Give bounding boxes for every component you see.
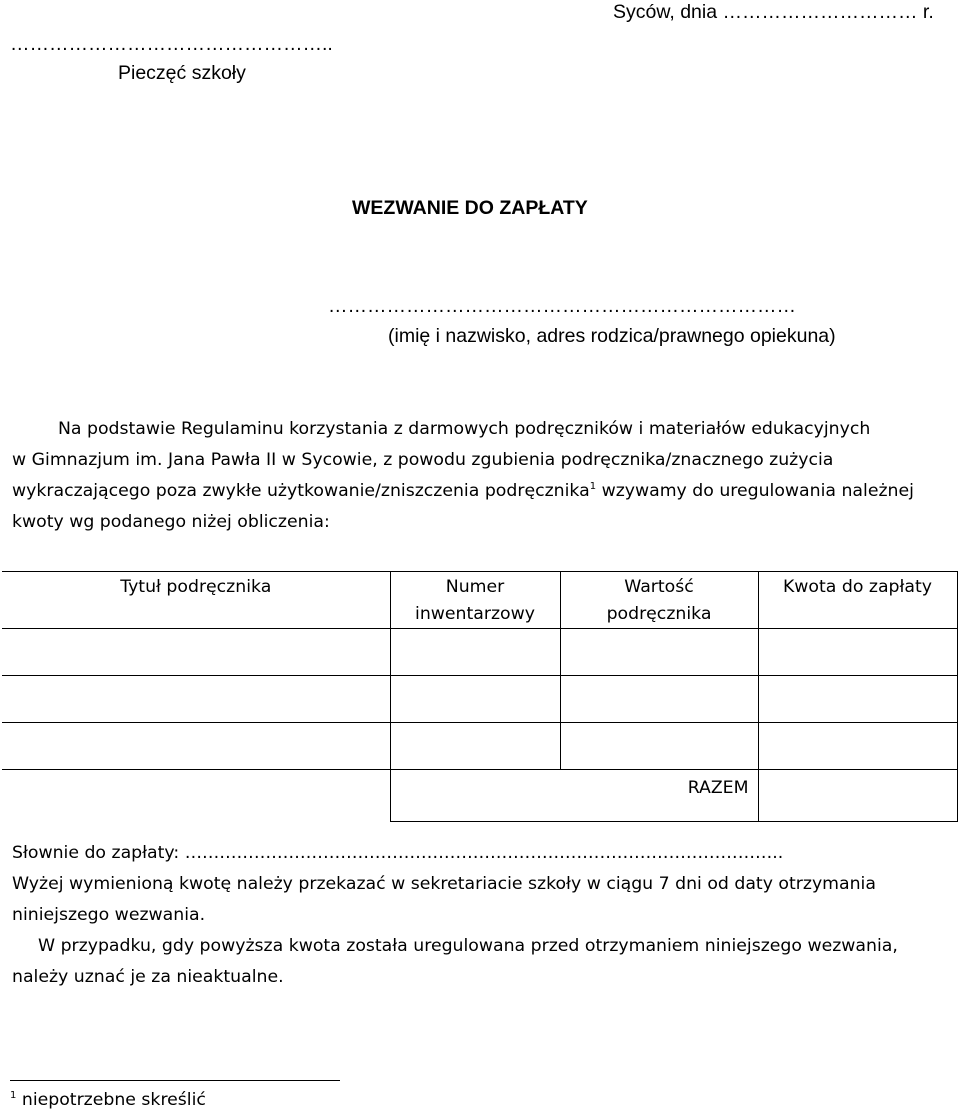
school-stamp-dots: …………………………………………..	[10, 33, 333, 55]
total-amount-cell[interactable]	[758, 770, 957, 822]
footnote-mark: 1	[10, 1090, 17, 1102]
cell-inventory[interactable]	[390, 723, 560, 770]
cell-amount[interactable]	[758, 629, 957, 676]
footnote-reference: 1	[589, 481, 597, 493]
footnote-text: niepotrzebne skreślić	[16, 1090, 206, 1110]
cell-inventory[interactable]	[390, 629, 560, 676]
cell-value[interactable]	[560, 676, 758, 723]
payment-instruction-line-1: Wyżej wymienioną kwotę należy przekazać w sekretariacie szkoły w ciągu 7 dni od daty otrzymania	[12, 874, 876, 894]
document-title: WEZWANIE DO ZAPŁATY	[352, 197, 588, 219]
table-row	[2, 723, 957, 770]
intro-line-2: w Gimnazjum im. Jana Pawła II w Sycowie, z powodu zgubienia podręcznika/znacznego zużycia	[12, 450, 834, 470]
header-inventory-line-2: inwentarzowy	[415, 604, 535, 624]
total-label: RAZEM	[390, 770, 758, 822]
calculation-table	[2, 571, 958, 822]
table-header-row	[2, 572, 957, 629]
addressee-dots: ………………………………………………………………	[328, 295, 796, 317]
header-inventory-number	[390, 572, 560, 629]
amount-in-words: Słownie do zapłaty: …………………………………………………………………………………………..	[12, 843, 784, 863]
cell-title[interactable]	[2, 676, 390, 723]
intro-paragraph	[12, 414, 952, 538]
header-inventory-line-1: Numer	[445, 577, 505, 597]
header-book-value	[560, 572, 758, 629]
prior-payment-note-line-2: należy uznać je za nieaktualne.	[12, 967, 284, 987]
table-row	[2, 629, 957, 676]
cell-title[interactable]	[2, 723, 390, 770]
intro-line-3-start: wykraczającego poza zwykłe użytkowanie/zniszczenia podręcznika	[12, 481, 590, 501]
header-value-line-1: Wartość	[624, 577, 694, 597]
cell-inventory[interactable]	[390, 676, 560, 723]
table-total-row	[2, 770, 957, 822]
cell-value[interactable]	[560, 723, 758, 770]
prior-payment-note-line-1: W przypadku, gdy powyższa kwota została uregulowana przed otrzymaniem niniejszego wezwania,	[38, 936, 898, 956]
school-stamp-label: Pieczęć szkoły	[118, 62, 246, 84]
addressee-label: (imię i nazwisko, adres rodzica/prawnego opiekuna)	[388, 325, 836, 347]
footnote	[10, 1090, 206, 1110]
footnote-separator	[10, 1080, 340, 1081]
intro-line-4: kwoty wg podanego niżej obliczenia:	[12, 512, 330, 532]
table-row	[2, 676, 957, 723]
date-line: Syców, dnia ………………………… r.	[613, 1, 934, 23]
total-row-blank	[2, 770, 390, 822]
payment-instruction-line-2: niniejszego wezwania.	[12, 905, 206, 925]
cell-amount[interactable]	[758, 676, 957, 723]
header-title: Tytuł podręcznika	[2, 572, 390, 629]
cell-title[interactable]	[2, 629, 390, 676]
intro-line-3	[12, 476, 952, 507]
cell-value[interactable]	[560, 629, 758, 676]
header-amount-due: Kwota do zapłaty	[758, 572, 957, 629]
intro-line-3-end: wzywamy do uregulowania należnej	[596, 481, 914, 501]
cell-amount[interactable]	[758, 723, 957, 770]
header-value-line-2: podręcznika	[606, 604, 712, 624]
intro-line-1: Na podstawie Regulaminu korzystania z darmowych podręczników i materiałów edukacyjnych	[58, 419, 871, 439]
